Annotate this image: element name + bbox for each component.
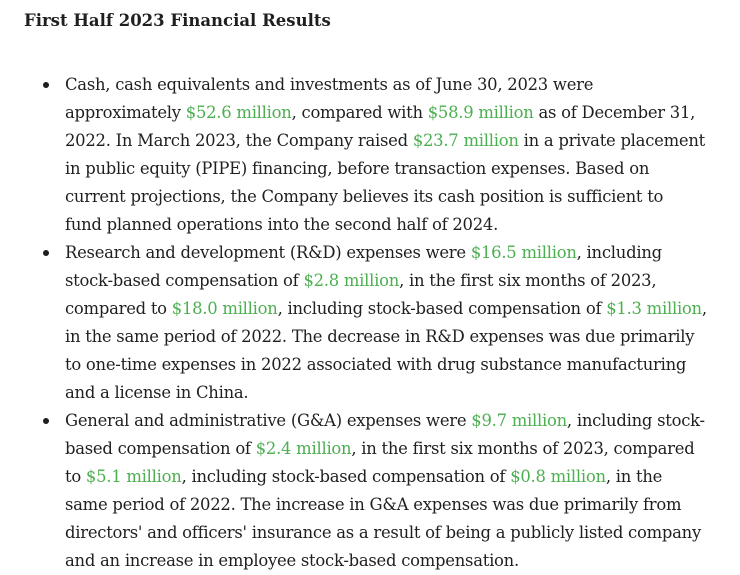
highlighted-amount: $1.3 million: [606, 299, 702, 318]
highlighted-amount: $23.7 million: [412, 131, 519, 150]
highlighted-amount: $2.4 million: [255, 439, 352, 458]
highlighted-amount: $2.8 million: [303, 271, 400, 290]
text-line: [65, 435, 718, 463]
text-segment: and a license in China.: [65, 383, 249, 402]
text-line: [65, 71, 718, 99]
text-segment: ,: [701, 299, 707, 318]
highlighted-amount: $58.9 million: [427, 103, 534, 122]
text-segment: fund planned operations into the second half of 2024.: [65, 215, 499, 234]
text-line: [65, 127, 718, 155]
bullet-dot-icon: [43, 82, 49, 88]
text-line: [65, 491, 718, 519]
text-segment: Research and development (R&D) expenses were: [65, 243, 471, 262]
text-line: [65, 323, 718, 351]
text-segment: , compared with: [291, 103, 428, 122]
text-segment: compared to: [65, 299, 172, 318]
highlighted-amount: $16.5 million: [470, 243, 577, 262]
text-line: [65, 351, 718, 379]
highlighted-amount: $9.7 million: [471, 411, 567, 430]
text-line: [65, 407, 718, 435]
text-segment: , including stock-: [566, 411, 705, 430]
text-segment: and an increase in employee stock-based compensation.: [65, 551, 519, 570]
text-segment: , including: [576, 243, 662, 262]
text-line: [65, 211, 718, 239]
text-segment: , including stock-based compensation of: [277, 299, 607, 318]
highlighted-amount: $5.1 million: [85, 467, 182, 486]
text-segment: in the same period of 2022. The decrease in R&D expenses was due primarily: [65, 327, 695, 346]
text-line: [65, 183, 718, 211]
text-segment: approximately: [65, 103, 186, 122]
text-line: [65, 463, 718, 491]
text-line: [65, 519, 718, 547]
text-segment: 2022. In March 2023, the Company raised: [65, 131, 413, 150]
list-item: [24, 239, 718, 407]
section-heading: First Half 2023 Financial Results: [24, 11, 331, 30]
text-segment: to: [65, 467, 86, 486]
text-line: [65, 379, 718, 407]
text-line: [65, 295, 718, 323]
text-segment: directors' and officers' insurance as a result of being a publicly listed company: [65, 523, 701, 542]
list-item: [24, 71, 718, 239]
text-segment: , in the first six months of 2023, compared: [351, 439, 695, 458]
highlighted-amount: $18.0 million: [171, 299, 278, 318]
text-line: [65, 99, 718, 127]
list-item: [24, 407, 718, 575]
results-bullet-list: [24, 71, 740, 575]
text-line: [65, 155, 718, 183]
bullet-dot-icon: [43, 418, 49, 424]
text-segment: to one-time expenses in 2022 associated with drug substance manufacturing: [65, 355, 687, 374]
text-line: [65, 239, 718, 267]
text-segment: in public equity (PIPE) financing, before transaction expenses. Based on: [65, 159, 650, 178]
text-line: [65, 547, 718, 575]
text-segment: stock-based compensation of: [65, 271, 304, 290]
bullet-dot-icon: [43, 250, 49, 256]
text-segment: , in the first six months of 2023,: [399, 271, 657, 290]
text-segment: General and administrative (G&A) expenses were: [65, 411, 472, 430]
text-line: [65, 267, 718, 295]
text-segment: current projections, the Company believes its cash position is sufficient to: [65, 187, 664, 206]
text-segment: Cash, cash equivalents and investments as of June 30, 2023 were: [65, 75, 594, 94]
text-segment: based compensation of: [65, 439, 256, 458]
text-segment: as of December 31,: [533, 103, 696, 122]
highlighted-amount: $0.8 million: [510, 467, 606, 486]
text-segment: same period of 2022. The increase in G&A expenses was due primarily from: [65, 495, 682, 514]
text-segment: , including stock-based compensation of: [181, 467, 511, 486]
text-segment: , in the: [605, 467, 663, 486]
highlighted-amount: $52.6 million: [185, 103, 292, 122]
text-segment: in a private placement: [518, 131, 705, 150]
